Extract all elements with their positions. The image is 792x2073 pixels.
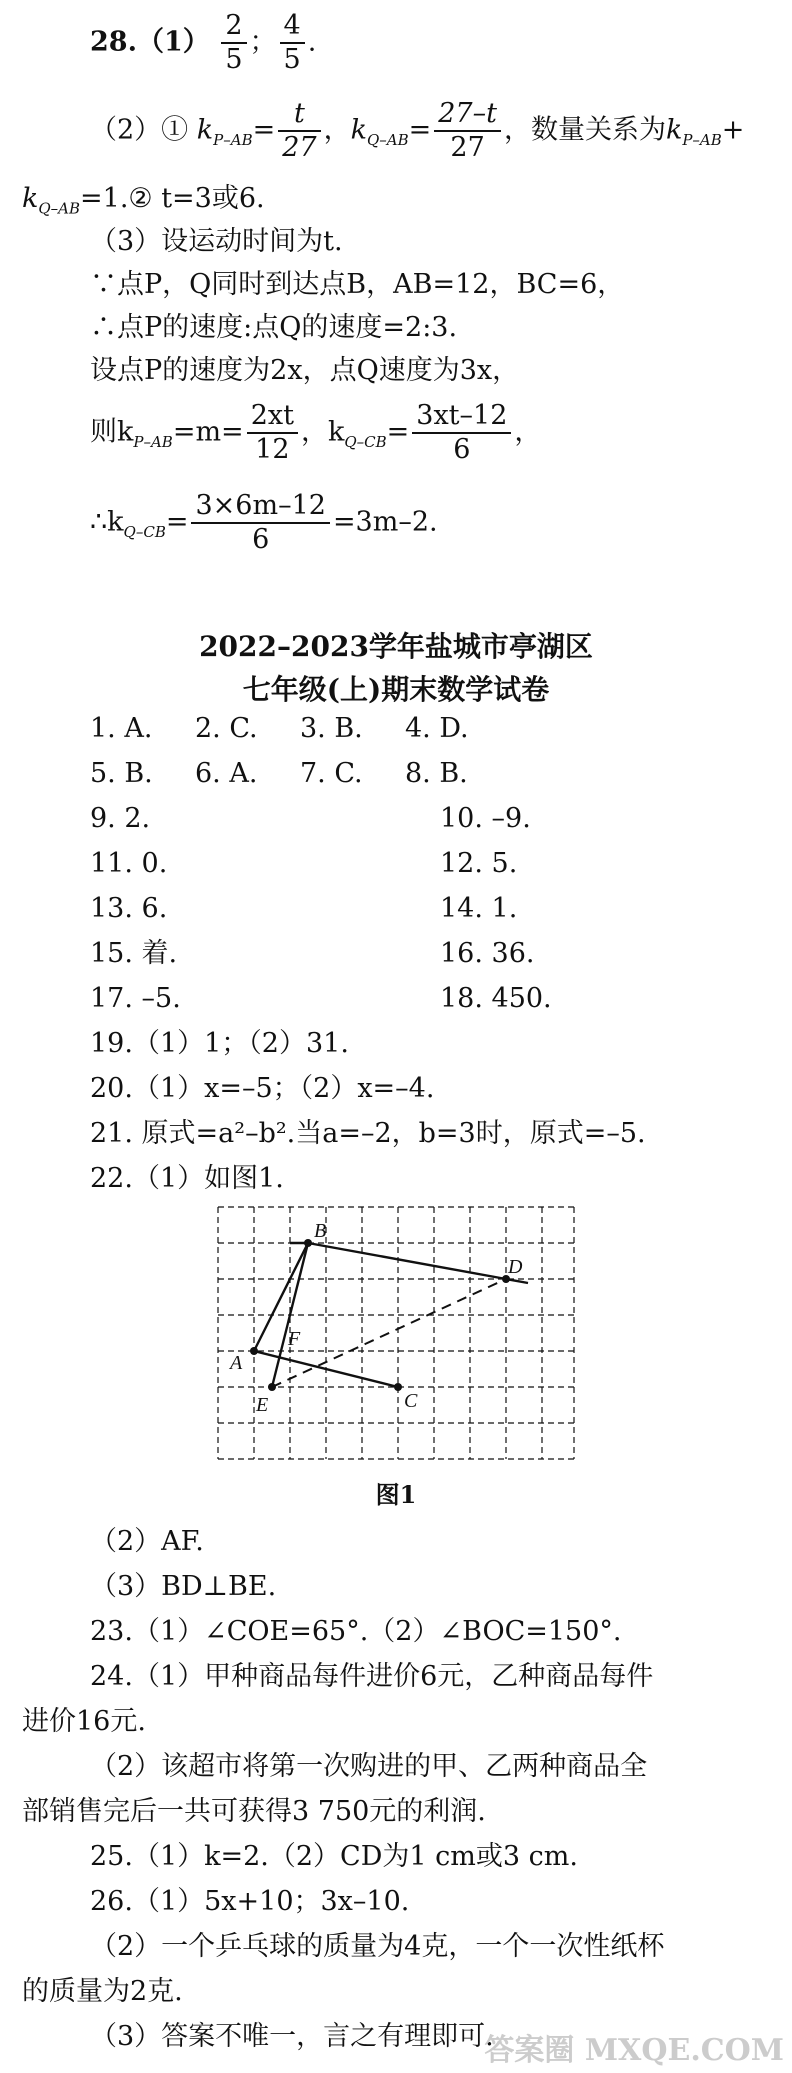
answer-21: 21. 原式=a²–b².当a=–2，b=3时，原式=–5.	[90, 1118, 646, 1149]
fraction: $\frac{4}{5}$	[280, 10, 305, 76]
answer-11: 11. 0.	[90, 848, 168, 879]
answer-9: 9. 2.	[90, 803, 151, 834]
answer-3: 3. B.	[300, 713, 363, 744]
answer-20: 20.（1）x=–5；（2）x=–4.	[90, 1073, 435, 1104]
answer-10: 10. –9.	[440, 803, 531, 834]
segment-bd	[308, 1243, 506, 1279]
answer-15: 15. 着.	[90, 938, 178, 969]
answer-12: 12. 5.	[440, 848, 518, 879]
figure-caption: 图1	[375, 1480, 417, 1509]
q28-line9: $\therefore k_{Q-CB}=$ $\frac{3\times 6m-12}{6}$ =3m–2.	[90, 490, 438, 555]
answer-24-2b: 部销售完后一共可获得3 750元的利润.	[22, 1796, 486, 1827]
q28-part2: （2）① $k_{P-AB}=$ $\frac{t}{27}$ ，$k_{Q-AB}=$ $\frac{27-t}{27}$ ，数量关系为$k_{P-AB}+$	[90, 98, 745, 163]
answer-22-1: 22.（1）如图1.	[90, 1163, 284, 1194]
answer-5: 5. B.	[90, 758, 153, 789]
answer-8: 8. B.	[405, 758, 468, 789]
answer-24-1b: 进价16元.	[22, 1706, 146, 1737]
point-label-d: D	[508, 1256, 523, 1278]
answer-17: 17. –5.	[90, 983, 181, 1014]
point-label-e: E	[256, 1394, 269, 1416]
answer-2: 2. C.	[195, 713, 258, 744]
answer-7: 7. C.	[300, 758, 363, 789]
point-label-a: A	[230, 1352, 243, 1374]
answer-23: 23.（1）∠COE=65°.（2）∠BOC=150°.	[90, 1616, 622, 1647]
watermark-logo: 答案圈 MXQE.COM	[484, 2033, 784, 2068]
q28-part1: 28.（1） $\frac{2}{5}$ ； $\frac{4}{5}$ .	[90, 10, 317, 75]
exam-title-line2: 七年级(上)期末数学试卷	[242, 673, 550, 706]
figure-1-diagram	[216, 1205, 578, 1465]
point-label-f: F	[288, 1328, 301, 1350]
answer-16: 16. 36.	[440, 938, 535, 969]
q28-line6: ∴点P的速度:点Q的速度=2:3.	[90, 312, 458, 343]
segment-ed-dashed	[272, 1279, 506, 1387]
answer-18: 18. 450.	[440, 983, 552, 1014]
answer-14: 14. 1.	[440, 893, 518, 924]
point-label-c: C	[404, 1390, 418, 1412]
fraction: $\frac{2}{5}$	[221, 10, 246, 76]
q28-line5: ∵点P，Q同时到达点B，AB=12，BC=6，	[90, 269, 625, 300]
answer-25: 25.（1）k=2.（2）CD为1 cm或3 cm.	[90, 1841, 578, 1872]
answer-6: 6. A.	[195, 758, 258, 789]
q28-line7: 设点P的速度为2x，点Q速度为3x，	[90, 355, 520, 386]
answer-24-2a: （2）该超市将第一次购进的甲、乙两种商品全	[90, 1751, 648, 1782]
answer-24-1a: 24.（1）甲种商品每件进价6元，乙种商品每件	[90, 1661, 654, 1692]
answer-4: 4. D.	[405, 713, 469, 744]
answer-13: 13. 6.	[90, 893, 168, 924]
answer-26-2a: （2）一个乒乓球的质量为4克，一个一次性纸杯	[90, 1931, 665, 1962]
exam-title-line1: 2022–2023学年盐城市亭湖区	[199, 630, 593, 663]
answer-26-1: 26.（1）5x+10；3x–10.	[90, 1886, 410, 1917]
answer-26-3: （3）答案不唯一，言之有理即可.	[90, 2021, 494, 2052]
q28-part2-cont: $k_{Q-AB}=1.②$ t=3或6.	[22, 183, 265, 218]
q28-line8: 则$k_{P-AB}=m=$ $\frac{2xt}{12}$ ，$k_{Q-CB}=$ $\frac{3xt-12}{6}$ ，	[90, 400, 542, 465]
answer-19: 19.（1）1；（2）31.	[90, 1028, 349, 1059]
point-label-b: B	[314, 1220, 327, 1242]
answer-26-2b: 的质量为2克.	[22, 1976, 183, 2007]
q28-part3: （3）设运动时间为t.	[90, 226, 343, 257]
answer-22-3: （3）BD⊥BE.	[90, 1571, 277, 1602]
answer-22-2: （2）AF.	[90, 1526, 204, 1557]
answer-1: 1. A.	[90, 713, 153, 744]
